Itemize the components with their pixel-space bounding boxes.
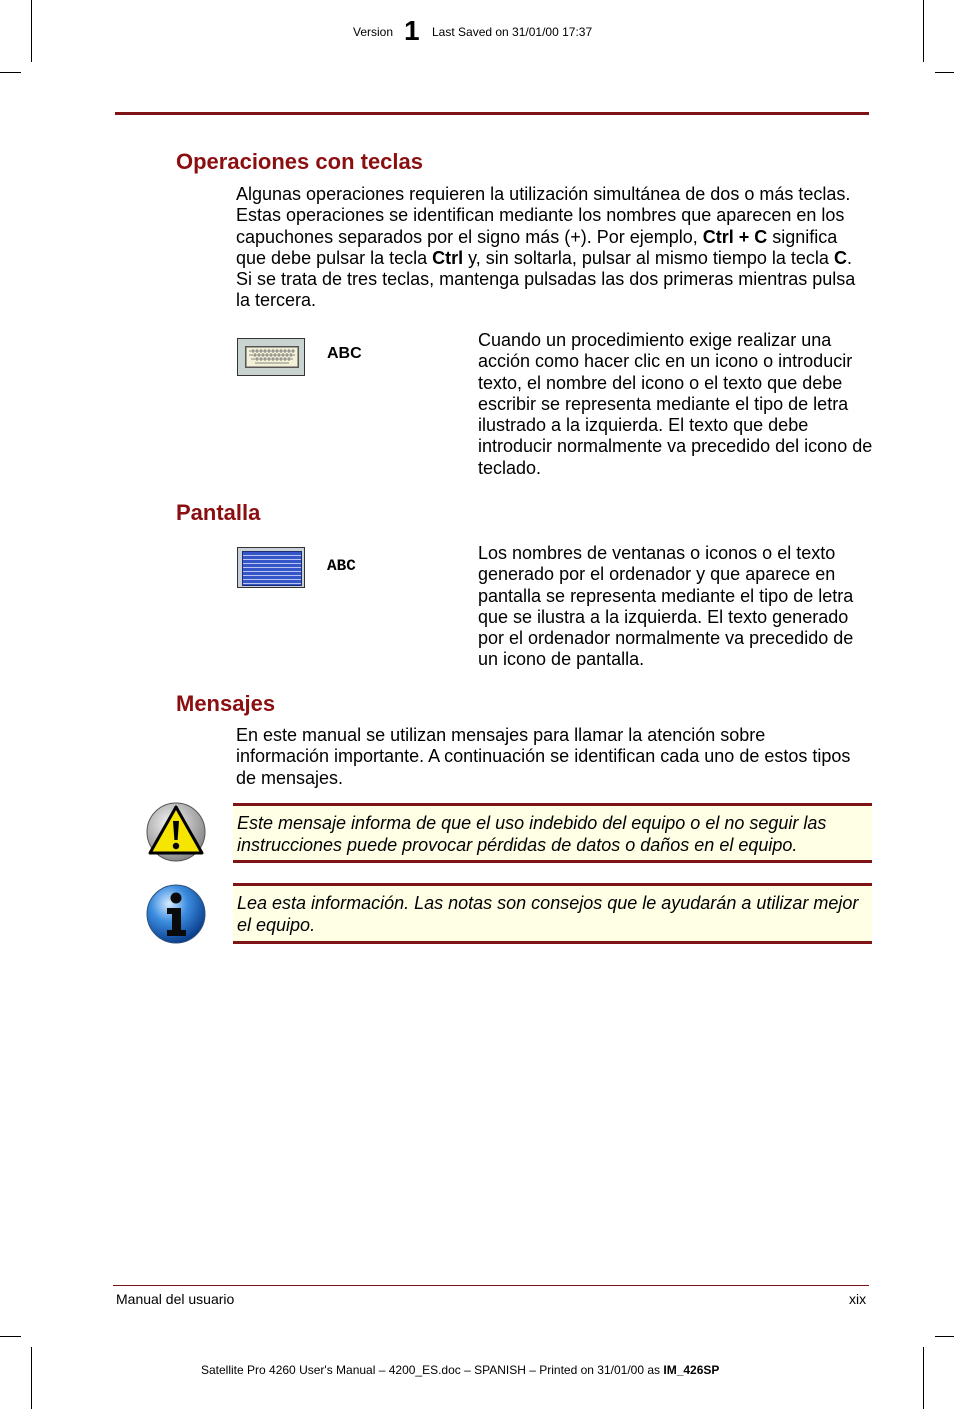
crop-mark bbox=[923, 0, 924, 62]
crop-mark bbox=[31, 0, 32, 62]
para-text: . Si se trata de tres teclas, mantenga pulsadas las dos primeras mientras pulsa la tercera. bbox=[236, 247, 856, 311]
header-rule bbox=[115, 112, 869, 115]
screen-icon bbox=[237, 547, 305, 588]
info-icon bbox=[145, 883, 207, 945]
operaciones-paragraph bbox=[236, 184, 856, 312]
print-info-line bbox=[201, 1363, 719, 1377]
key-name: C bbox=[833, 247, 847, 268]
keyboard-sample-description: Cuando un procedimiento exige realizar una acción como hacer clic en un icono o introducir texto, el nombre del icono o el texto que debe escribir se representa mediante el tipo de letra ilustrado a la izquierda. El texto que debe introducir normalmente va precedido del icono de teclado. bbox=[478, 330, 873, 478]
page-number: xix bbox=[849, 1291, 867, 1307]
para-text: significa que debe pulsar la tecla bbox=[236, 226, 838, 268]
keyboard-sample-label: ABC bbox=[327, 345, 362, 362]
screen-sample-label: ABC bbox=[327, 557, 356, 575]
note-message: Lea esta información. Las notas son consejos que le ayudarán a utilizar mejor el equipo. bbox=[233, 883, 872, 944]
caution-icon bbox=[145, 801, 207, 863]
last-saved: Last Saved on 31/01/00 17:37 bbox=[432, 25, 593, 39]
section-title-operaciones: Operaciones con teclas bbox=[176, 149, 423, 174]
section-title-pantalla: Pantalla bbox=[176, 500, 261, 525]
keyboard-icon bbox=[237, 338, 305, 376]
print-info-text: Satellite Pro 4260 User's Manual – 4200_ES.doc – SPANISH – Printed on 31/01/00 as bbox=[201, 1363, 664, 1377]
footer-rule bbox=[113, 1285, 869, 1286]
version-label: Version bbox=[353, 25, 394, 39]
crop-mark bbox=[0, 1336, 21, 1337]
caution-message: Este mensaje informa de que el uso indebido del equipo o el no seguir las instrucciones puede provocar pérdidas de datos o daños en el equipo. bbox=[233, 803, 872, 863]
print-code: IM_426SP bbox=[663, 1363, 720, 1377]
crop-mark bbox=[31, 1347, 32, 1409]
version-number: 1 bbox=[404, 15, 420, 46]
crop-mark bbox=[923, 1347, 924, 1409]
footer-manual-title: Manual del usuario bbox=[116, 1291, 235, 1307]
crop-mark bbox=[0, 72, 21, 73]
crop-mark bbox=[935, 1336, 954, 1337]
para-text: y, sin soltarla, pulsar al mismo tiempo la tecla bbox=[463, 247, 834, 268]
section-title-mensajes: Mensajes bbox=[176, 691, 276, 716]
screen-sample-description: Los nombres de ventanas o iconos o el texto generado por el ordenador y que aparece en pantalla se representa mediante el tipo de letra que se ilustra a la izquierda. El texto generado por el ordenador normalmente va precedido de un icono de pantalla. bbox=[478, 543, 854, 670]
key-name: Ctrl bbox=[432, 247, 464, 268]
para-text: Algunas operaciones requieren la utilización simultánea de dos o más teclas. Estas operaciones se identifican mediante los nombres que aparecen en los capuchones separados por el signo más (+). Por ejemplo, bbox=[236, 184, 851, 247]
crop-mark bbox=[935, 72, 954, 73]
key-combo: Ctrl + C bbox=[702, 226, 768, 247]
mensajes-intro: En este manual se utilizan mensajes para llamar la atención sobre información importante. A continuación se identifican cada uno de estos tipos de mensajes. bbox=[236, 725, 851, 788]
screen-icon-display bbox=[242, 551, 302, 586]
